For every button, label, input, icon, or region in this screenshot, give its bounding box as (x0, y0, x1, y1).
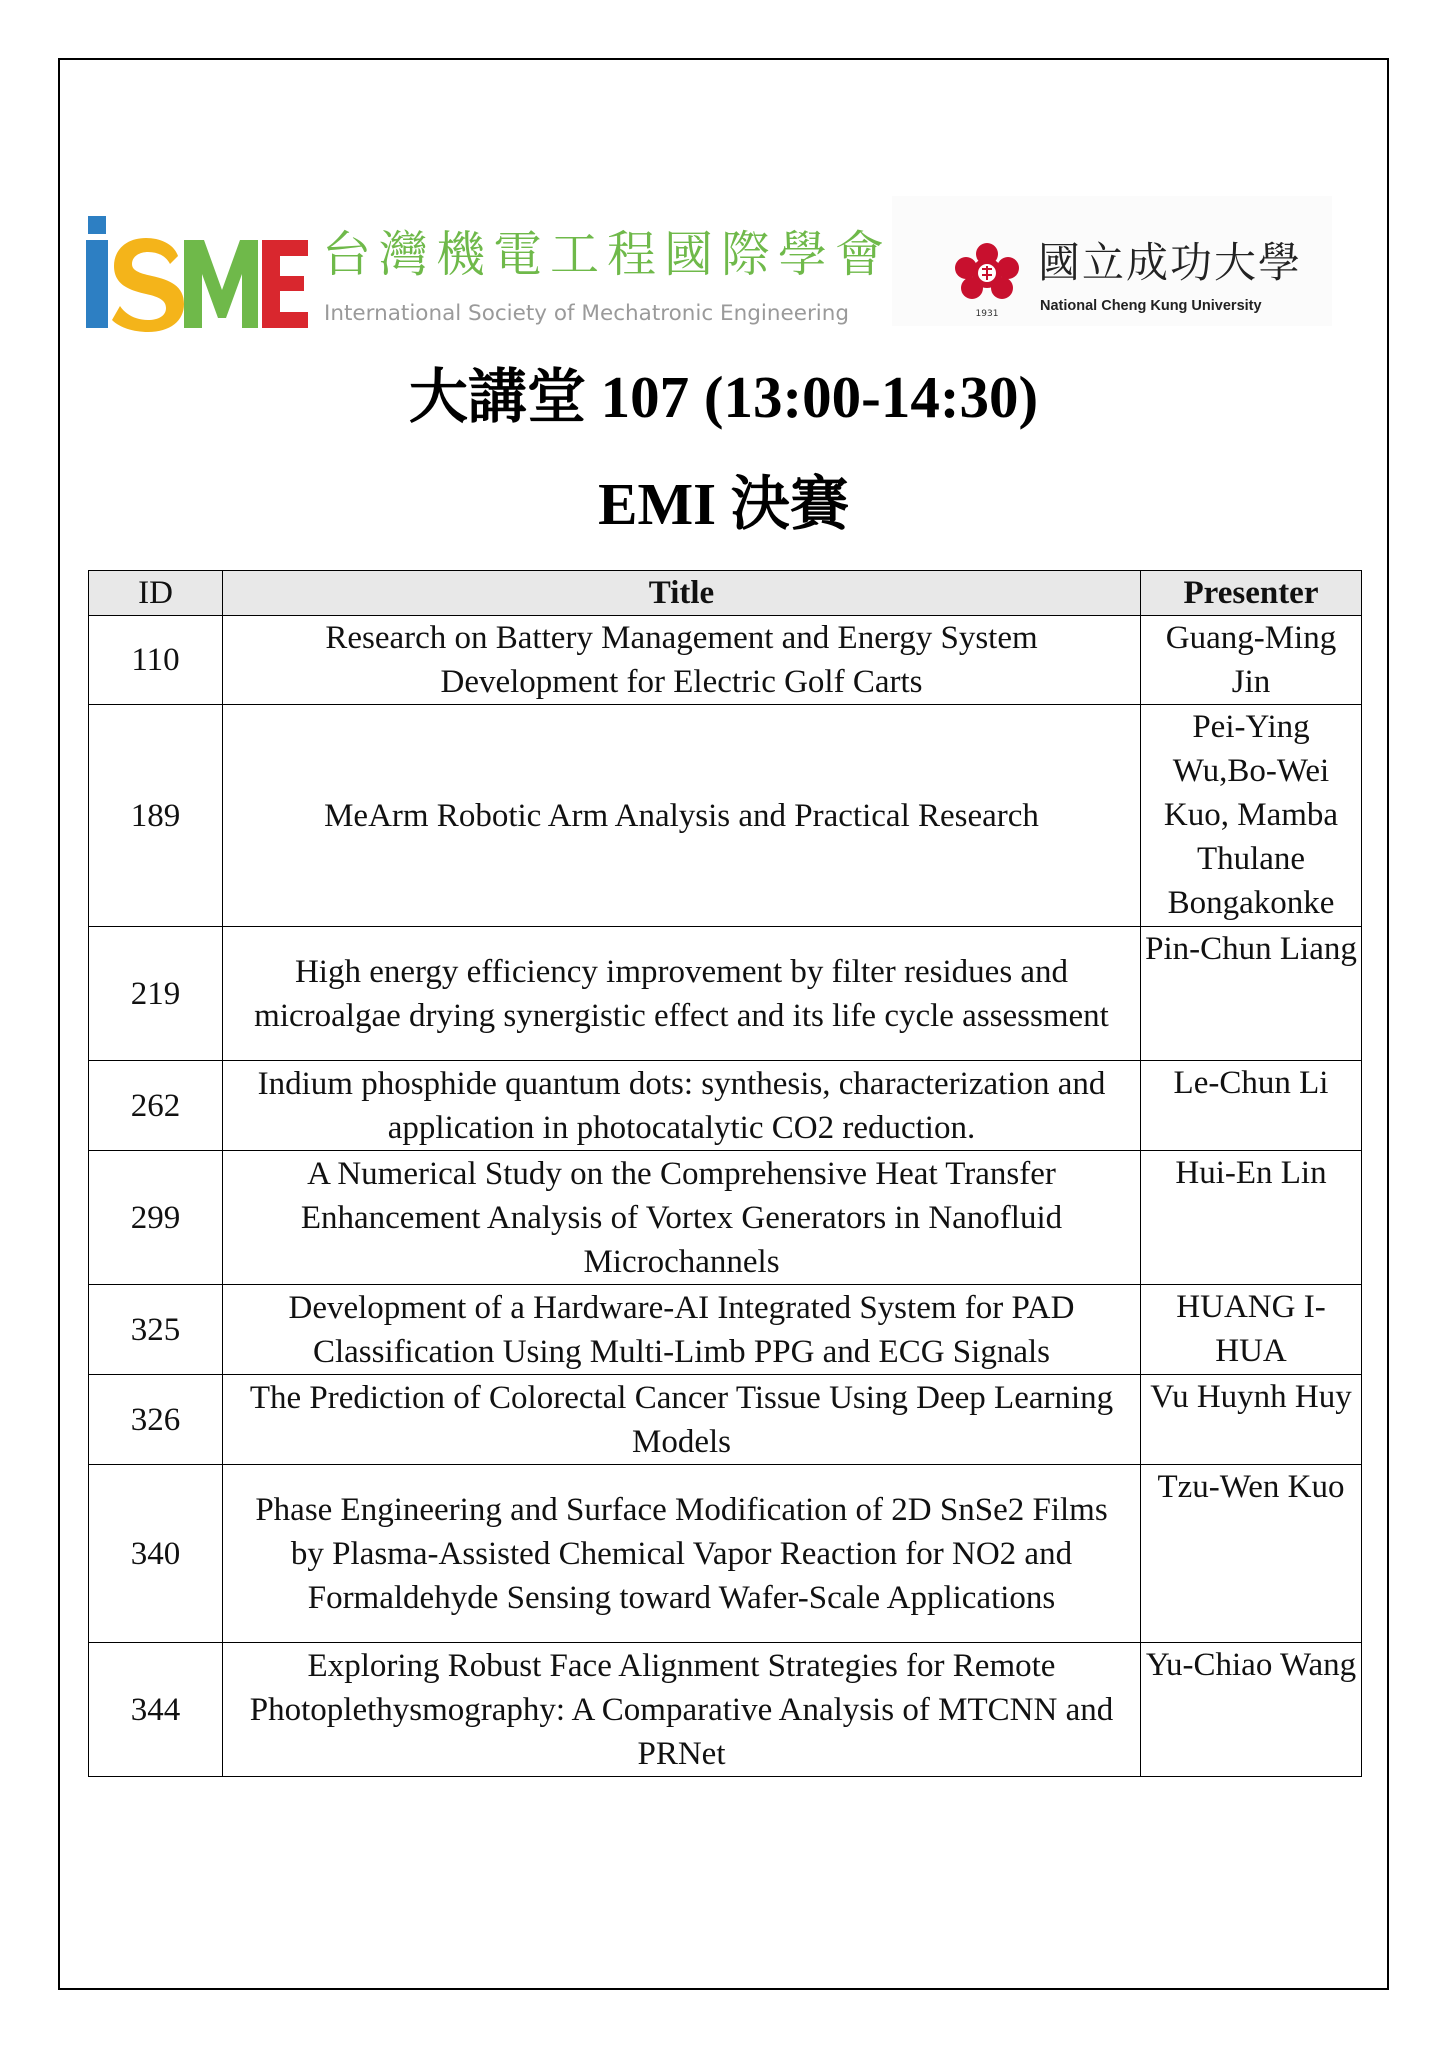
row-id: 299 (89, 1151, 223, 1285)
isme-name-english: International Society of Mechatronic Engineering (324, 301, 850, 326)
row-presenter: Pin-Chun Liang (1141, 927, 1362, 1061)
row-presenter: HUANG I-HUA (1141, 1285, 1362, 1375)
row-title: Exploring Robust Face Alignment Strategies for Remote Photoplethysmography: A Comparative Analysis of MTCNN and PRNet (223, 1643, 1141, 1777)
row-title: Indium phosphide quantum dots: synthesis, characterization and application in photocatalytic CO2 reduction. (223, 1061, 1141, 1151)
row-id: 110 (89, 616, 223, 705)
row-id: 219 (89, 927, 223, 1061)
table-row (89, 1375, 1362, 1465)
row-presenter: Yu-Chiao Wang (1141, 1643, 1362, 1777)
row-presenter: Tzu-Wen Kuo (1141, 1465, 1362, 1643)
row-id: 326 (89, 1375, 223, 1465)
table-row (89, 616, 1362, 705)
row-id: 325 (89, 1285, 223, 1375)
table-row (89, 1285, 1362, 1375)
ncku-name-chinese: 國立成功大學 (1038, 238, 1303, 287)
table-row (89, 1061, 1362, 1151)
schedule-table (88, 570, 1362, 1777)
ncku-name-english: National Cheng Kung University (1040, 298, 1262, 314)
row-presenter: Hui-En Lin (1141, 1151, 1362, 1285)
table-row (89, 927, 1362, 1061)
svg-text:1931: 1931 (975, 309, 999, 319)
isme-logo-mark (86, 216, 308, 334)
row-id: 340 (89, 1465, 223, 1643)
row-title: Research on Battery Management and Energy System Development for Electric Golf Carts (223, 616, 1141, 705)
row-presenter: Vu Huynh Huy (1141, 1375, 1362, 1465)
table-header-row (89, 571, 1362, 616)
row-title: Development of a Hardware-AI Integrated System for PAD Classification Using Multi-Limb PPG and ECG Signals (223, 1285, 1141, 1375)
row-title: Phase Engineering and Surface Modification of 2D SnSe2 Films by Plasma-Assisted Chemical Vapor Reaction for NO2 and Formaldehyde Sensing toward Wafer-Scale Applications (223, 1465, 1141, 1643)
column-header-title: Title (223, 571, 1141, 616)
row-presenter: Le-Chun Li (1141, 1061, 1362, 1151)
row-title: A Numerical Study on the Comprehensive Heat Transfer Enhancement Analysis of Vortex Generators in Nanofluid Microchannels (223, 1151, 1141, 1285)
isme-logo (86, 216, 892, 334)
isme-name-chinese: 台灣機電工程國際學會 (322, 226, 893, 283)
row-title: The Prediction of Colorectal Cancer Tissue Using Deep Learning Models (223, 1375, 1141, 1465)
row-id: 262 (89, 1061, 223, 1151)
ncku-seal-icon (954, 242, 1020, 320)
row-presenter: Guang-Ming Jin (1141, 616, 1362, 705)
row-title: MeArm Robotic Arm Analysis and Practical Research (223, 705, 1141, 927)
row-id: 344 (89, 1643, 223, 1777)
session-title: EMI 決賽 (598, 471, 849, 537)
table-row (89, 1151, 1362, 1285)
table-row (89, 705, 1362, 927)
room-title: 大講堂 107 (13:00-14:30) (408, 364, 1039, 430)
row-title: High energy efficiency improvement by filter residues and microalgae drying synergistic effect and its life cycle assessment (223, 927, 1141, 1061)
table-row (89, 1465, 1362, 1643)
column-header-id: ID (89, 571, 223, 616)
column-header-presenter: Presenter (1141, 571, 1362, 616)
row-presenter: Pei-Ying Wu,Bo-Wei Kuo, Mamba Thulane Bongakonke (1141, 705, 1362, 927)
ncku-logo (892, 196, 1332, 326)
row-id: 189 (89, 705, 223, 927)
table-row (89, 1643, 1362, 1777)
